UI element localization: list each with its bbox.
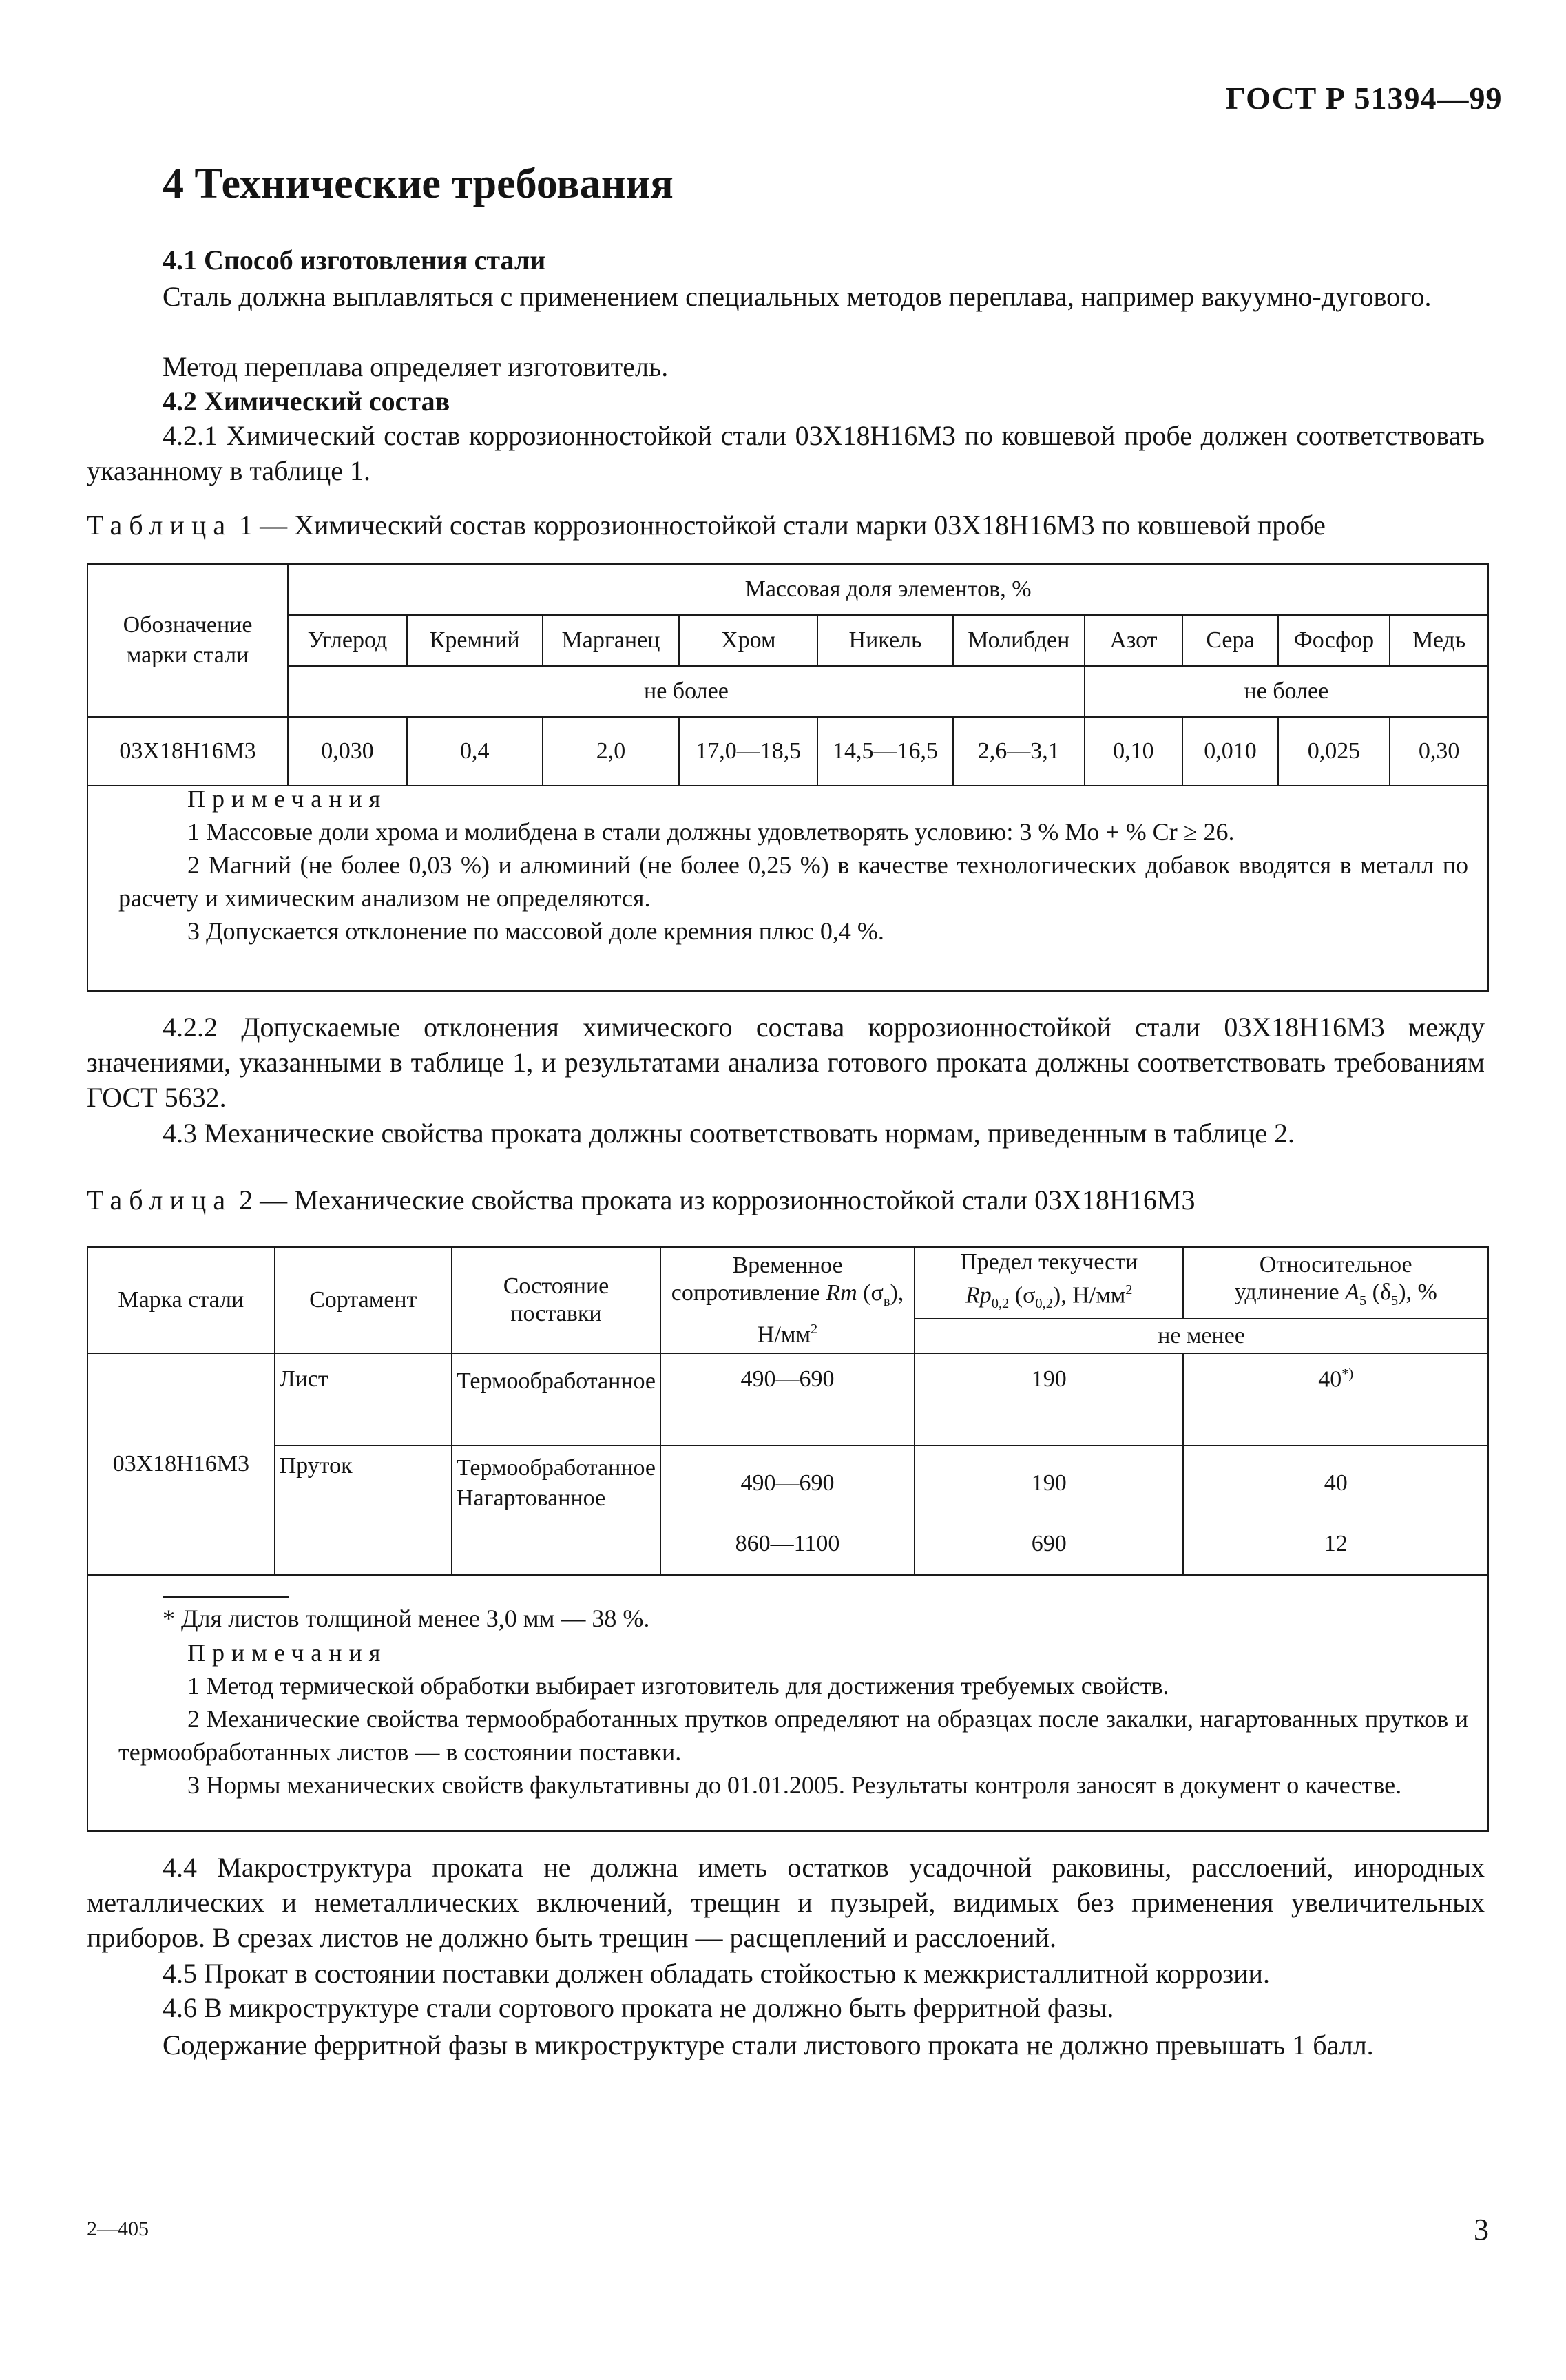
table-row-grade: 03Х18Н16М3 (87, 717, 288, 786)
table-cell: 0,30 (1390, 717, 1488, 786)
subsection-4-2-title: 4.2 Химический состав (163, 386, 450, 417)
table-cell: 190 (915, 1353, 1183, 1445)
table-cell: 0,4 (407, 717, 543, 786)
header-element: Молибден (953, 615, 1085, 666)
limit-label: не менее (915, 1319, 1488, 1353)
table1-notes (118, 782, 1468, 948)
subsection-4-1-text2: Метод переплава определяет изготовитель. (163, 351, 669, 382)
table-cell: 190 690 (915, 1445, 1183, 1575)
table-cell: 2,0 (543, 717, 680, 786)
table-cell: 490—690 (660, 1353, 915, 1445)
subsection-4-4-text: 4.4 Макроструктура проката не должна иметь остатков усадочной раковины, расслоений, инородных металлических и неметаллических включений, трещин и пузырей, видимых без применения увеличительных приборов. В срезах листов не должно быть трещин — расщеплений и расслоений. (87, 1852, 1485, 1953)
footnote: * Для листов толщиной менее 3,0 мм — 38 %. (163, 1605, 650, 1632)
header-assortment: Сортамент (275, 1247, 452, 1353)
header-grade: Марка стали (87, 1247, 275, 1353)
notes-title: Примечания (187, 785, 388, 813)
table-cell: 0,010 (1182, 717, 1278, 786)
header-element: Углерод (288, 615, 407, 666)
note-item: 2 Магний (не более 0,03 %) и алюминий (не более 0,25 %) в качестве технологических добавок вводятся в металл по расчету и химическим анализом не определяются. (118, 851, 1468, 912)
notes-title: Примечания (187, 1639, 388, 1667)
header-element: Кремний (407, 615, 543, 666)
header-element: Азот (1085, 615, 1183, 666)
header-grade: Обозначение марки стали (87, 564, 288, 717)
footnote-rule (163, 1596, 289, 1598)
page-number: 3 (1474, 2213, 1489, 2246)
subsection-4-5-text: 4.5 Прокат в состоянии поставки должен обладать стойкостью к межкристаллитной коррозии. (163, 1958, 1270, 1989)
subsection-4-6-text: 4.6 В микроструктуре стали сортового проката не должно быть ферритной фазы. (163, 1992, 1114, 2023)
header-element: Хром (679, 615, 817, 666)
header-delivery-state: Состояние поставки (452, 1247, 660, 1353)
table-cell: 40 12 (1183, 1445, 1488, 1575)
footer-code: 2—405 (87, 2217, 149, 2240)
header-element: Фосфор (1278, 615, 1390, 666)
table-cell: 14,5—16,5 (817, 717, 953, 786)
table-row-grade: 03Х18Н16М3 (87, 1353, 275, 1575)
header-tensile: Временное сопротивление Rm $(\sigma_в)$, $Н/мм^2$ (660, 1247, 915, 1353)
table-cell-assortment: Пруток (275, 1445, 452, 1575)
header-yield: Предел текучести $Rp_{0,2}$ $(\sigma_{0,2})$, $Н/мм^2$ (915, 1247, 1183, 1319)
table-cell: 17,0—18,5 (679, 717, 817, 786)
table-cell-state: Термообработанное (452, 1353, 660, 1445)
table-cell-assortment: Лист (275, 1353, 452, 1445)
table-cell: 490—690 860—1100 (660, 1445, 915, 1575)
note-item: 1 Массовые доли хрома и молибдена в стали должны удовлетворять условию: 3 % Mo + % Cr ≥ 26. (187, 818, 1235, 846)
table-cell: 0,030 (288, 717, 407, 786)
note-item: 3 Нормы механических свойств факультативны до 01.01.2005. Результаты контроля заносят в документ о качестве. (187, 1771, 1402, 1799)
document-number: ГОСТ Р 51394—99 (1226, 81, 1503, 116)
note-item: 2 Механические свойства термообработанных прутков определяют на образцах после закалки, нагартованных прутков и термообработанных листов — в состоянии поставки. (118, 1705, 1468, 1766)
header-elongation: Относительное удлинение $A_5$ $(\delta_5)$, % (1183, 1247, 1488, 1319)
subsection-4-1-text: Сталь должна выплавляться с применением специальных методов переплава, например вакуумно-дугового. (163, 281, 1432, 312)
table-cell: 2,6—3,1 (953, 717, 1085, 786)
subsection-4-2-2-text: 4.2.2 Допускаемые отклонения химического состава коррозионностойкой стали 03Х18Н16М3 между значениями, указанными в таблице 1, и результатами анализа готового проката должны соответствовать требованиям ГОСТ 5632. (87, 1012, 1485, 1113)
subsection-4-6-text2: Содержание ферритной фазы в микроструктуре стали листового проката не должно превышать 1 балл. (163, 2029, 1374, 2060)
table-cell: 40*) (1183, 1353, 1488, 1445)
header-mass-fraction: Массовая доля элементов, % (288, 564, 1488, 615)
table2-caption: Таблица 2 — Механические свойства проката из коррозионностойкой стали 03Х18Н16М3 (87, 1184, 1196, 1215)
header-element: Медь (1390, 615, 1488, 666)
header-element: Сера (1182, 615, 1278, 666)
table2-notes (118, 1602, 1468, 1802)
table-cell: 0,025 (1278, 717, 1390, 786)
table1-caption: Таблица 1 — Химический состав коррозионностойкой стали марки 03Х18Н16М3 по ковшевой пробе (87, 510, 1326, 541)
subsection-4-2-1-text: 4.2.1 Химический состав коррозионностойкой стали 03Х18Н16М3 по ковшевой пробе должен соответствовать указанному в таблице 1. (87, 420, 1485, 486)
subsection-4-3-text: 4.3 Механические свойства проката должны соответствовать нормам, приведенным в таблице 2. (163, 1118, 1295, 1149)
subsection-4-1-title: 4.1 Способ изготовления стали (163, 244, 546, 275)
limit-label: не более (1085, 666, 1488, 717)
section-title: 4 Технические требования (163, 160, 674, 207)
table-cell-state: Термообработанное Нагартованное (452, 1445, 660, 1575)
limit-label: не более (288, 666, 1085, 717)
header-element: Никель (817, 615, 953, 666)
header-element: Марганец (543, 615, 680, 666)
table-cell: 0,10 (1085, 717, 1183, 786)
note-item: 1 Метод термической обработки выбирает изготовитель для достижения требуемых свойств. (187, 1672, 1169, 1700)
note-item: 3 Допускается отклонение по массовой доле кремния плюс 0,4 %. (187, 917, 884, 945)
